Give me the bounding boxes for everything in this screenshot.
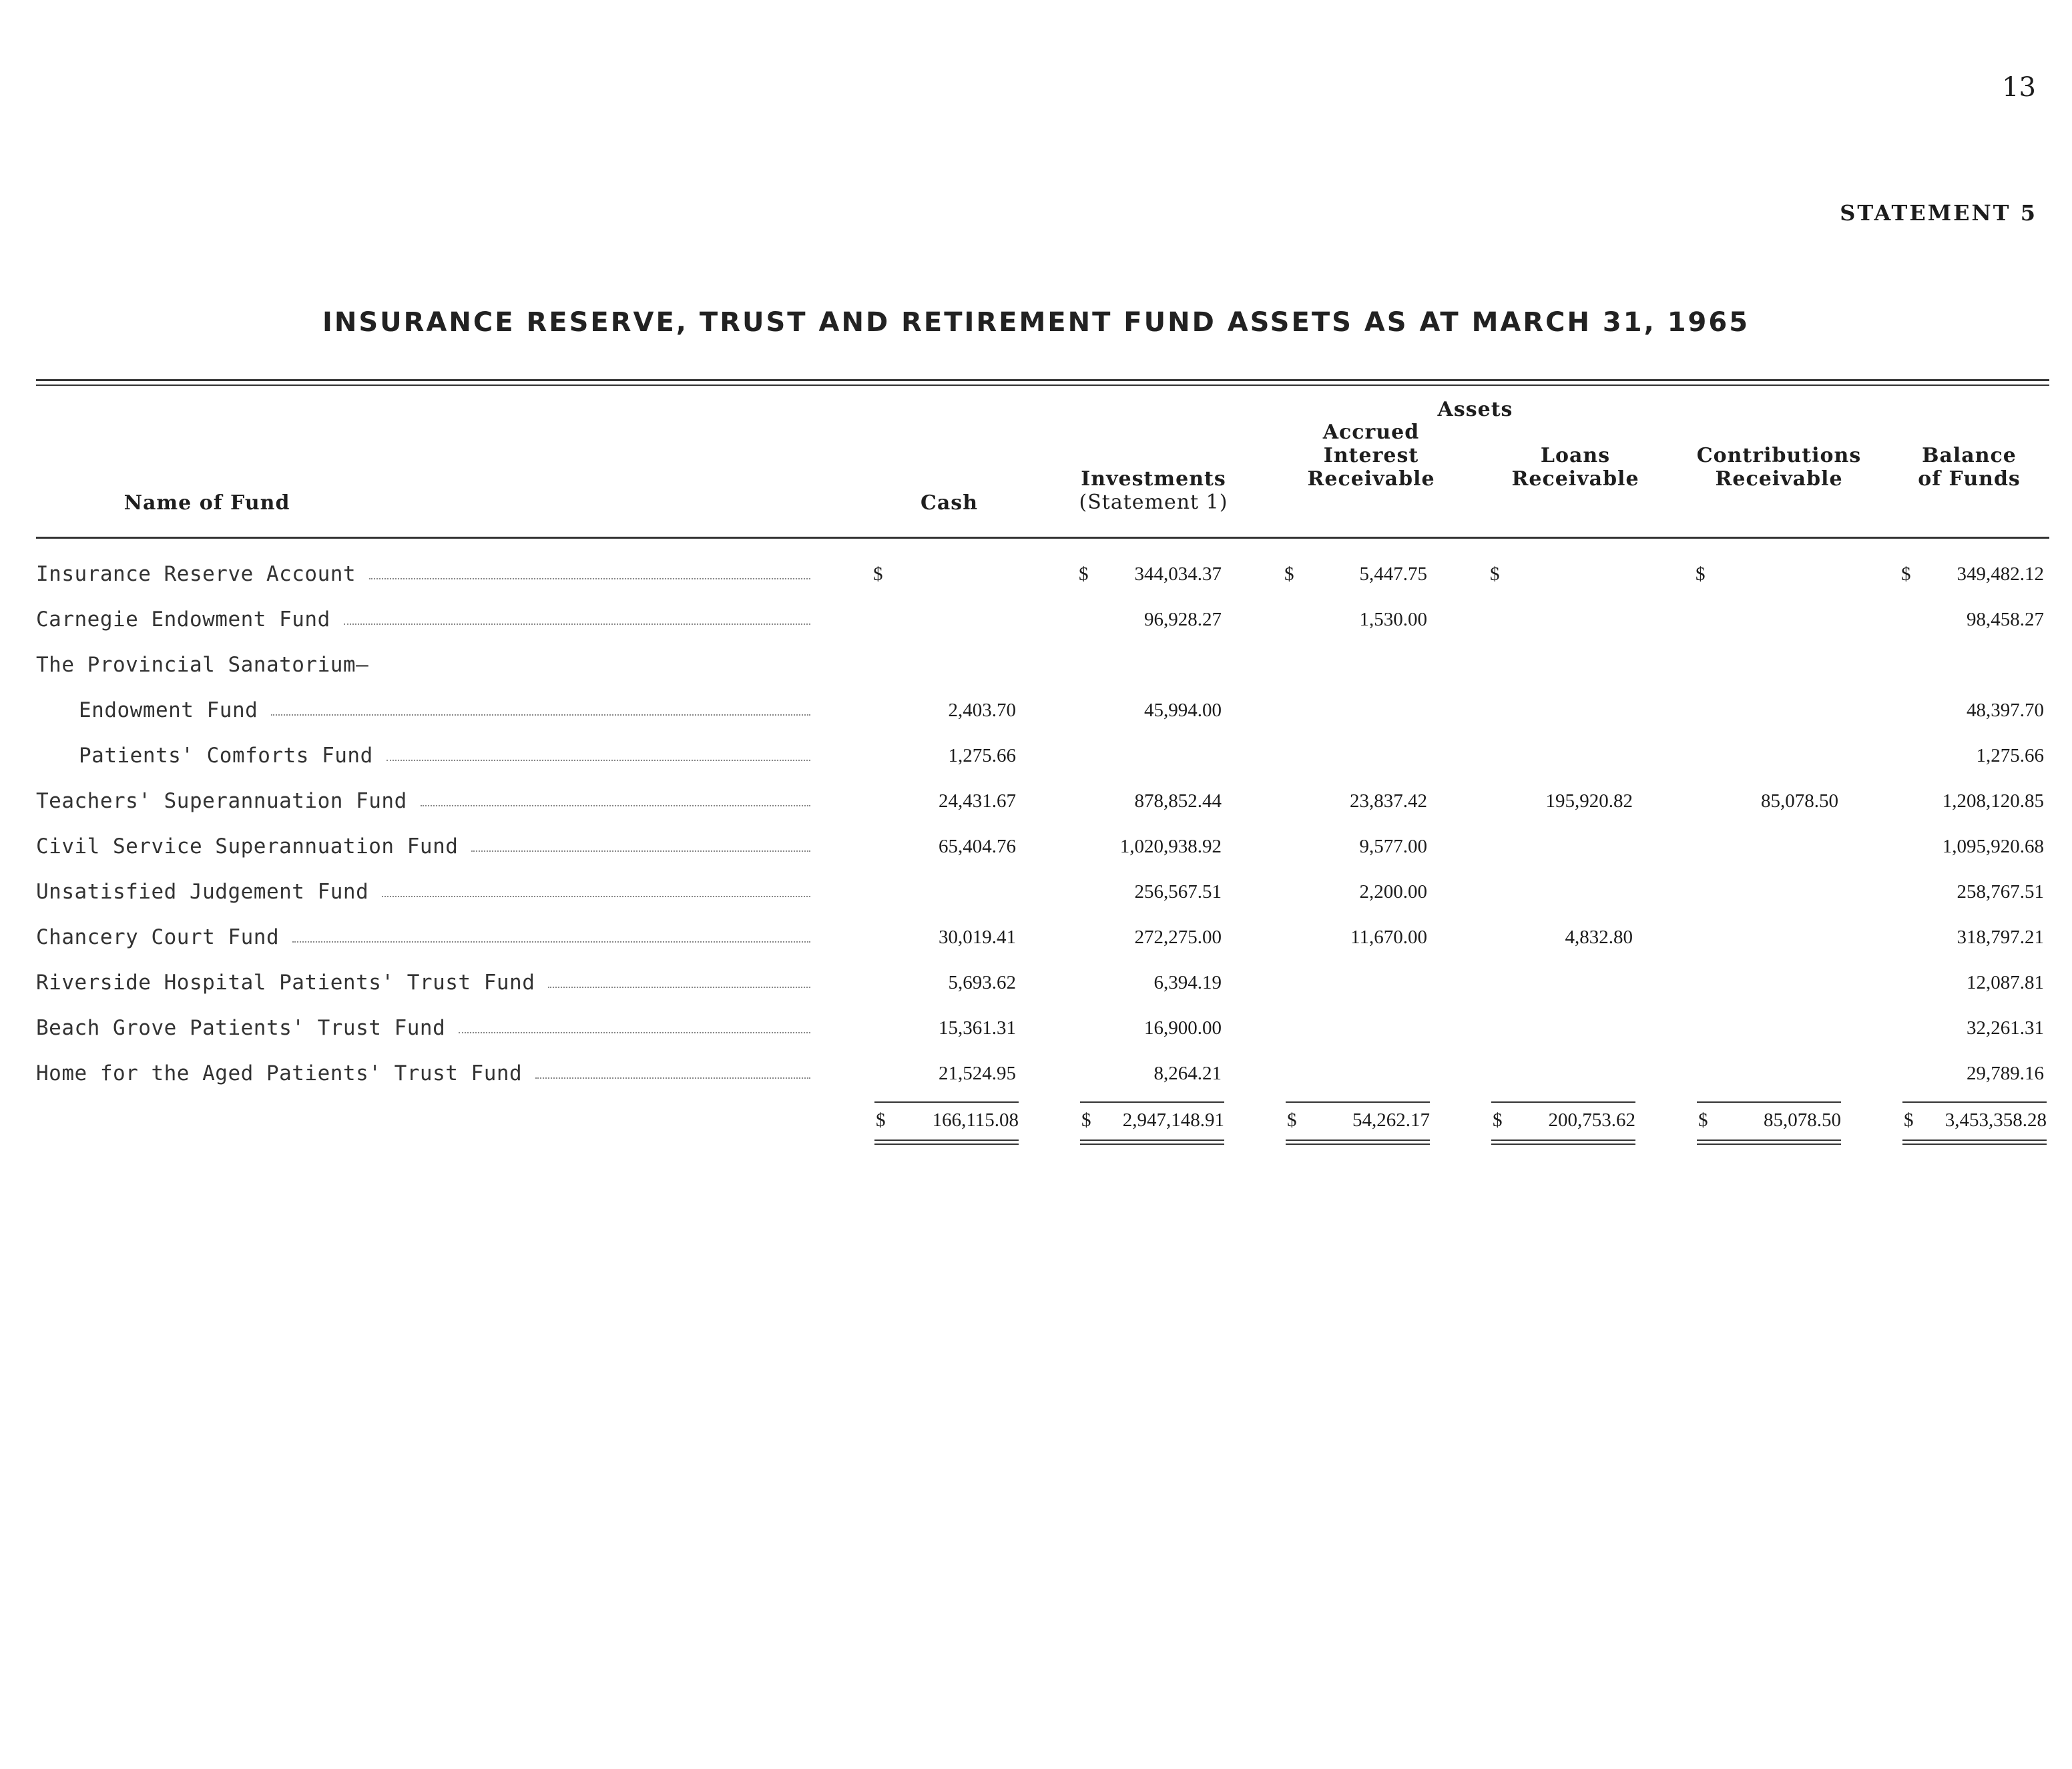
fund-name: Carnegie Endowment Fund [36, 607, 330, 631]
dollar-sign: $ [1284, 563, 1294, 585]
investments-value: 96,928.27 [1144, 608, 1222, 630]
table-row [36, 642, 2044, 688]
total-investments: 2,947,148.91 [1122, 1109, 1224, 1131]
contributions-value [1694, 642, 1838, 688]
loans-value [1489, 688, 1633, 733]
cash-header: Cash [920, 491, 979, 515]
accrued-value [1283, 642, 1427, 688]
fund-name: Endowment Fund [79, 698, 258, 722]
fund-name: Insurance Reserve Account [36, 562, 356, 586]
contributions-value [1694, 1051, 1838, 1096]
investments-value: 878,852.44 [1134, 790, 1222, 812]
cash-value: 2,403.70 [948, 699, 1016, 721]
cash-value: 5,693.62 [948, 971, 1016, 993]
dollar-sign: $ [1904, 1109, 1914, 1131]
balance-value: 32,261.31 [1967, 1017, 2044, 1039]
balance-value: 48,397.70 [1967, 699, 2044, 721]
accrued-value: 1,530.00 [1359, 608, 1427, 630]
contributions-value [1694, 869, 1838, 915]
accrued-value [1283, 1051, 1427, 1096]
contributions-value [1694, 733, 1838, 778]
top-double-rule-2 [36, 385, 2049, 386]
accrued-value [1283, 733, 1427, 778]
dollar-sign: $ [1490, 563, 1500, 585]
table-row [36, 551, 2044, 597]
investments-value: 1,020,938.92 [1119, 835, 1222, 857]
accrued-value: 2,200.00 [1359, 880, 1427, 903]
totals-row [36, 1096, 2044, 1146]
page-title: INSURANCE RESERVE, TRUST AND RETIREMENT FUND ASSETS AS AT MARCH 31, 1965 [322, 307, 1750, 338]
balance-value: 29,789.16 [1967, 1062, 2044, 1084]
investments-header: Investments (Statement 1) [1079, 467, 1228, 514]
balance-value: 1,208,120.85 [1942, 790, 2044, 812]
table-row [36, 733, 2044, 778]
table-row [36, 778, 2044, 824]
cash-value: 30,019.41 [939, 926, 1016, 948]
total-contributions: 85,078.50 [1764, 1109, 1841, 1131]
loans-value [1489, 597, 1633, 642]
cash-value: 1,275.66 [948, 744, 1016, 766]
dollar-sign: $ [1901, 563, 1911, 585]
table-row [36, 1051, 2044, 1096]
total-accrued: 54,262.17 [1352, 1109, 1430, 1131]
balance-value: 1,095,920.68 [1942, 835, 2044, 857]
fund-assets-table [36, 551, 2047, 1146]
loans-value: 4,832.80 [1565, 926, 1633, 948]
cash-value: 24,431.67 [939, 790, 1016, 812]
dot-leader [421, 801, 810, 806]
investments-value: 16,900.00 [1144, 1017, 1222, 1039]
statement-label: STATEMENT 5 [1840, 200, 2037, 226]
investments-value [1077, 733, 1222, 778]
dot-leader [459, 1028, 810, 1033]
page-number: 13 [2002, 72, 2036, 103]
contributions-value [1694, 1005, 1838, 1051]
dollar-sign: $ [1698, 1109, 1708, 1131]
fund-name: Home for the Aged Patients' Trust Fund [36, 1061, 523, 1085]
dollar-sign: $ [1287, 1109, 1297, 1131]
top-double-rule-1 [36, 379, 2049, 381]
balance-value: 12,087.81 [1967, 971, 2044, 993]
investments-value: 344,034.37 [1134, 563, 1222, 585]
investments-value: 8,264.21 [1153, 1062, 1222, 1084]
loans-value [1489, 1051, 1633, 1096]
dot-leader [344, 619, 810, 625]
balance-of-funds-header: Balance of Funds [1918, 444, 2021, 491]
total-loans: 200,753.62 [1548, 1109, 1635, 1131]
dollar-sign: $ [1696, 563, 1706, 585]
dot-leader [271, 710, 810, 716]
header-bottom-rule [36, 537, 2049, 539]
fund-name: Chancery Court Fund [36, 925, 280, 949]
loans-value [1489, 824, 1633, 869]
cash-value [872, 642, 1016, 688]
dollar-sign: $ [1081, 1109, 1091, 1131]
assets-group-header: Assets [1437, 398, 1513, 421]
loans-value [1489, 869, 1633, 915]
loans-value [1489, 960, 1633, 1005]
fund-name: Unsatisfied Judgement Fund [36, 880, 369, 904]
table-row [36, 824, 2044, 869]
loans-value [1489, 733, 1633, 778]
cash-value: 15,361.31 [939, 1017, 1016, 1039]
dollar-sign: $ [1493, 1109, 1503, 1131]
fund-name: Patients' Comforts Fund [79, 744, 373, 768]
table-row [36, 688, 2044, 733]
accrued-value: 9,577.00 [1359, 835, 1427, 857]
balance-value: 349,482.12 [1957, 563, 2044, 585]
investments-value: 256,567.51 [1134, 880, 1222, 903]
loans-value: 195,920.82 [1545, 790, 1633, 812]
fund-name: Teachers' Superannuation Fund [36, 789, 407, 813]
dot-leader [386, 756, 810, 761]
loans-value [1489, 1005, 1633, 1051]
balance-value: 98,458.27 [1967, 608, 2044, 630]
table-row [36, 960, 2044, 1005]
fund-name: Riverside Hospital Patients' Trust Fund [36, 971, 535, 995]
balance-value: 1,275.66 [1976, 744, 2044, 766]
table-row [36, 869, 2044, 915]
fund-name: Civil Service Superannuation Fund [36, 834, 459, 858]
contributions-value [1694, 915, 1838, 960]
investments-value: 6,394.19 [1153, 971, 1222, 993]
loans-receivable-header: Loans Receivable [1511, 444, 1639, 491]
contributions-value [1694, 824, 1838, 869]
dollar-sign: $ [873, 563, 883, 585]
dot-leader [382, 892, 810, 897]
accrued-value [1283, 688, 1427, 733]
investments-value: 272,275.00 [1134, 926, 1222, 948]
dot-leader [535, 1073, 810, 1079]
cash-value [872, 869, 1016, 915]
table-row [36, 1005, 2044, 1051]
investments-value: 45,994.00 [1144, 699, 1222, 721]
dollar-sign: $ [1079, 563, 1089, 585]
total-cash: 166,115.08 [932, 1109, 1019, 1131]
accrued-value [1283, 960, 1427, 1005]
investments-value [1077, 642, 1222, 688]
accrued-value: 23,837.42 [1350, 790, 1427, 812]
accrued-interest-header: Accrued Interest Receivable [1307, 421, 1435, 491]
name-of-fund-header: Name of Fund [123, 491, 290, 515]
dot-leader [369, 574, 810, 579]
balance-value [1900, 642, 2044, 688]
fund-group-name: The Provincial Sanatorium— [36, 653, 369, 677]
loans-value [1489, 642, 1633, 688]
table-row [36, 915, 2044, 960]
balance-value: 258,767.51 [1957, 880, 2044, 903]
accrued-value: 5,447.75 [1359, 563, 1427, 585]
fund-name: Beach Grove Patients' Trust Fund [36, 1016, 446, 1040]
cash-value [872, 597, 1016, 642]
dollar-sign: $ [876, 1109, 886, 1131]
cash-value: 21,524.95 [939, 1062, 1016, 1084]
contributions-value [1694, 960, 1838, 1005]
dot-leader [548, 983, 810, 988]
accrued-value: 11,670.00 [1350, 926, 1427, 948]
contributions-receivable-header: Contributions Receivable [1696, 444, 1862, 491]
contributions-value [1694, 597, 1838, 642]
accrued-value [1283, 1005, 1427, 1051]
total-balance: 3,453,358.28 [1945, 1109, 2047, 1131]
contributions-value [1694, 688, 1838, 733]
table-row [36, 597, 2044, 642]
balance-value: 318,797.21 [1957, 926, 2044, 948]
dot-leader [471, 846, 810, 852]
contributions-value: 85,078.50 [1761, 790, 1838, 812]
dot-leader [292, 937, 810, 943]
cash-value: 65,404.76 [939, 835, 1016, 857]
